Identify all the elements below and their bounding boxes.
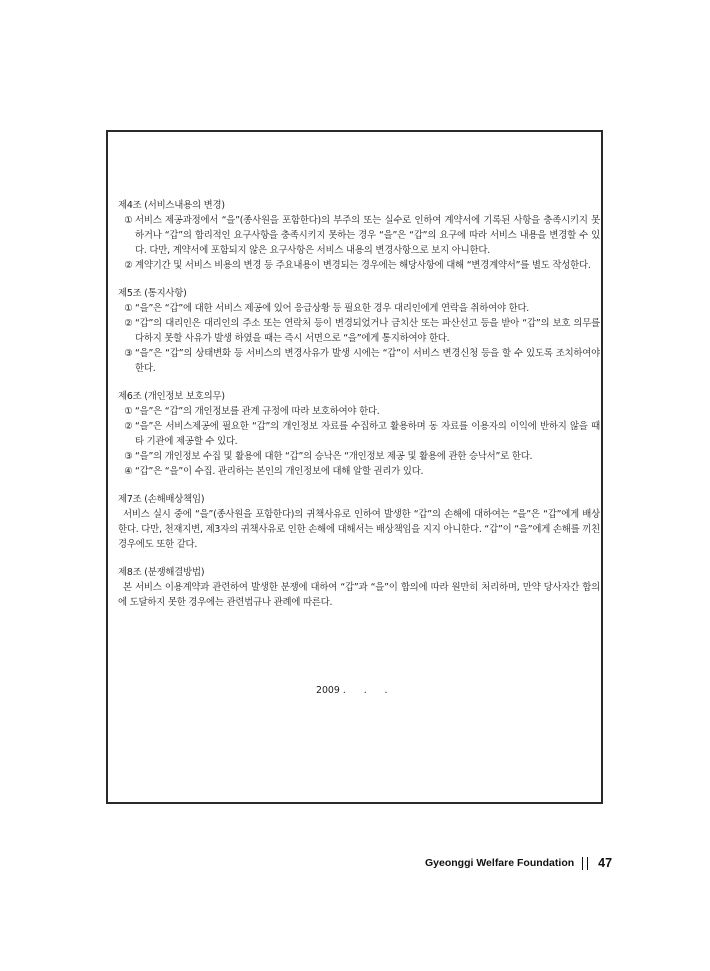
article-6 bbox=[118, 389, 600, 479]
article-title: 제4조 (서비스내용의 변경) bbox=[118, 200, 225, 211]
item-number: ② bbox=[124, 260, 133, 271]
article-title: 제5조 (통지사항) bbox=[118, 288, 187, 299]
article-4 bbox=[118, 198, 600, 273]
footer-org-name: Gyeonggi Welfare Foundation bbox=[425, 857, 575, 869]
article-paragraph: 본 서비스 이용계약과 관련하여 발생한 분쟁에 대하여 “갑”과 “을”이 합의에 따라 원만히 처리하며, 만약 당사자간 합의에 도달하지 못한 경우에는 관련법규나 관례에 따른다. bbox=[118, 582, 600, 608]
list-item bbox=[118, 346, 600, 376]
item-number: ③ bbox=[124, 451, 133, 462]
item-text: “을”은 “갑”에 대한 서비스 제공에 있어 응급상황 등 필요한 경우 대리인에게 연락을 취하여야 한다. bbox=[135, 303, 530, 314]
article-title: 제6조 (개인정보 보호의무) bbox=[118, 391, 225, 402]
list-item bbox=[118, 316, 600, 346]
contract-body bbox=[118, 198, 600, 623]
list-item bbox=[118, 213, 600, 258]
list-item bbox=[118, 449, 600, 464]
item-text: “갑”은 “을”이 수집. 관리하는 본인의 개인정보에 대해 알할 권리가 있다. bbox=[135, 466, 424, 477]
item-text: 계약기간 및 서비스 비용의 변경 등 주요내용이 변경되는 경우에는 해당사항에 대해 “변경계약서”를 별도 작성한다. bbox=[135, 260, 591, 271]
list-item bbox=[118, 404, 600, 419]
article-8 bbox=[118, 565, 600, 610]
item-text: “을”은 서비스제공에 필요한 “갑”의 개인정보 자료를 수집하고 활용하며 동 자료를 이용자의 이익에 반하지 않을 때 타 기관에 제공할 수 있다. bbox=[135, 421, 600, 447]
article-paragraph: 서비스 실시 중에 “을”(종사원을 포함한다)의 귀책사유로 인하여 발생한 “갑”의 손해에 대하여는 “을”은 “갑”에게 배상한다. 다만, 천재지변, 제3자의 귀책사유로 인한 손해에 대해서는 배상책임을 지지 아니한다. “갑”이 “을”에게 손해를 끼친 경우에도 또한 같다. bbox=[118, 509, 600, 550]
item-number: ① bbox=[124, 215, 133, 226]
page-number: 47 bbox=[598, 856, 613, 870]
item-number: ③ bbox=[124, 348, 133, 359]
contract-date: 2009 . . . bbox=[316, 685, 388, 696]
page-footer bbox=[425, 856, 612, 870]
article-title: 제8조 (분쟁해결방법) bbox=[118, 567, 205, 578]
article-7 bbox=[118, 492, 600, 552]
item-number: ① bbox=[124, 406, 133, 417]
list-item bbox=[118, 419, 600, 449]
item-number: ② bbox=[124, 421, 133, 432]
item-number: ② bbox=[124, 318, 133, 329]
item-text: “을”은 “갑”의 상태변화 등 서비스의 변경사유가 발생 시에는 “갑”이 서비스 변경신청 등을 할 수 있도록 조치하여야 한다. bbox=[135, 348, 600, 374]
item-text: “갑”의 대리인은 대리인의 주소 또는 연락처 등이 변경되었거나 금치산 또는 파산선고 등을 받아 “갑”의 보호 의무를 다하지 못할 사유가 발생 하였을 때는 즉시 서면으로 “을”에게 통지하여야 한다. bbox=[135, 318, 600, 344]
item-number: ④ bbox=[124, 466, 133, 477]
list-item bbox=[118, 464, 600, 479]
item-text: “을”의 개인정보 수집 및 활용에 대한 “갑”의 승낙은 “개인정보 제공 및 활용에 관한 승낙서”로 한다. bbox=[135, 451, 533, 462]
list-item bbox=[118, 301, 600, 316]
footer-divider bbox=[582, 857, 588, 870]
article-5 bbox=[118, 286, 600, 376]
item-number: ① bbox=[124, 303, 133, 314]
item-text: 서비스 제공과정에서 “을”(종사원을 포함한다)의 부주의 또는 실수로 인하여 계약서에 기록된 사항을 충족시키지 못하거나 “갑”의 합리적인 요구사항을 충족시키지 못하는 경우 “을”은 “갑”의 요구에 따라 서비스 내용을 변경할 수 있다. 다만, 계약서에 포함되지 않은 요구사항은 서비스 내용의 변경사항으로 보지 아니한다. bbox=[135, 215, 600, 256]
item-text: “을”은 “갑”의 개인정보를 관계 규정에 따라 보호하여야 한다. bbox=[135, 406, 380, 417]
article-title: 제7조 (손해배상책임) bbox=[118, 494, 205, 505]
list-item bbox=[118, 258, 600, 273]
